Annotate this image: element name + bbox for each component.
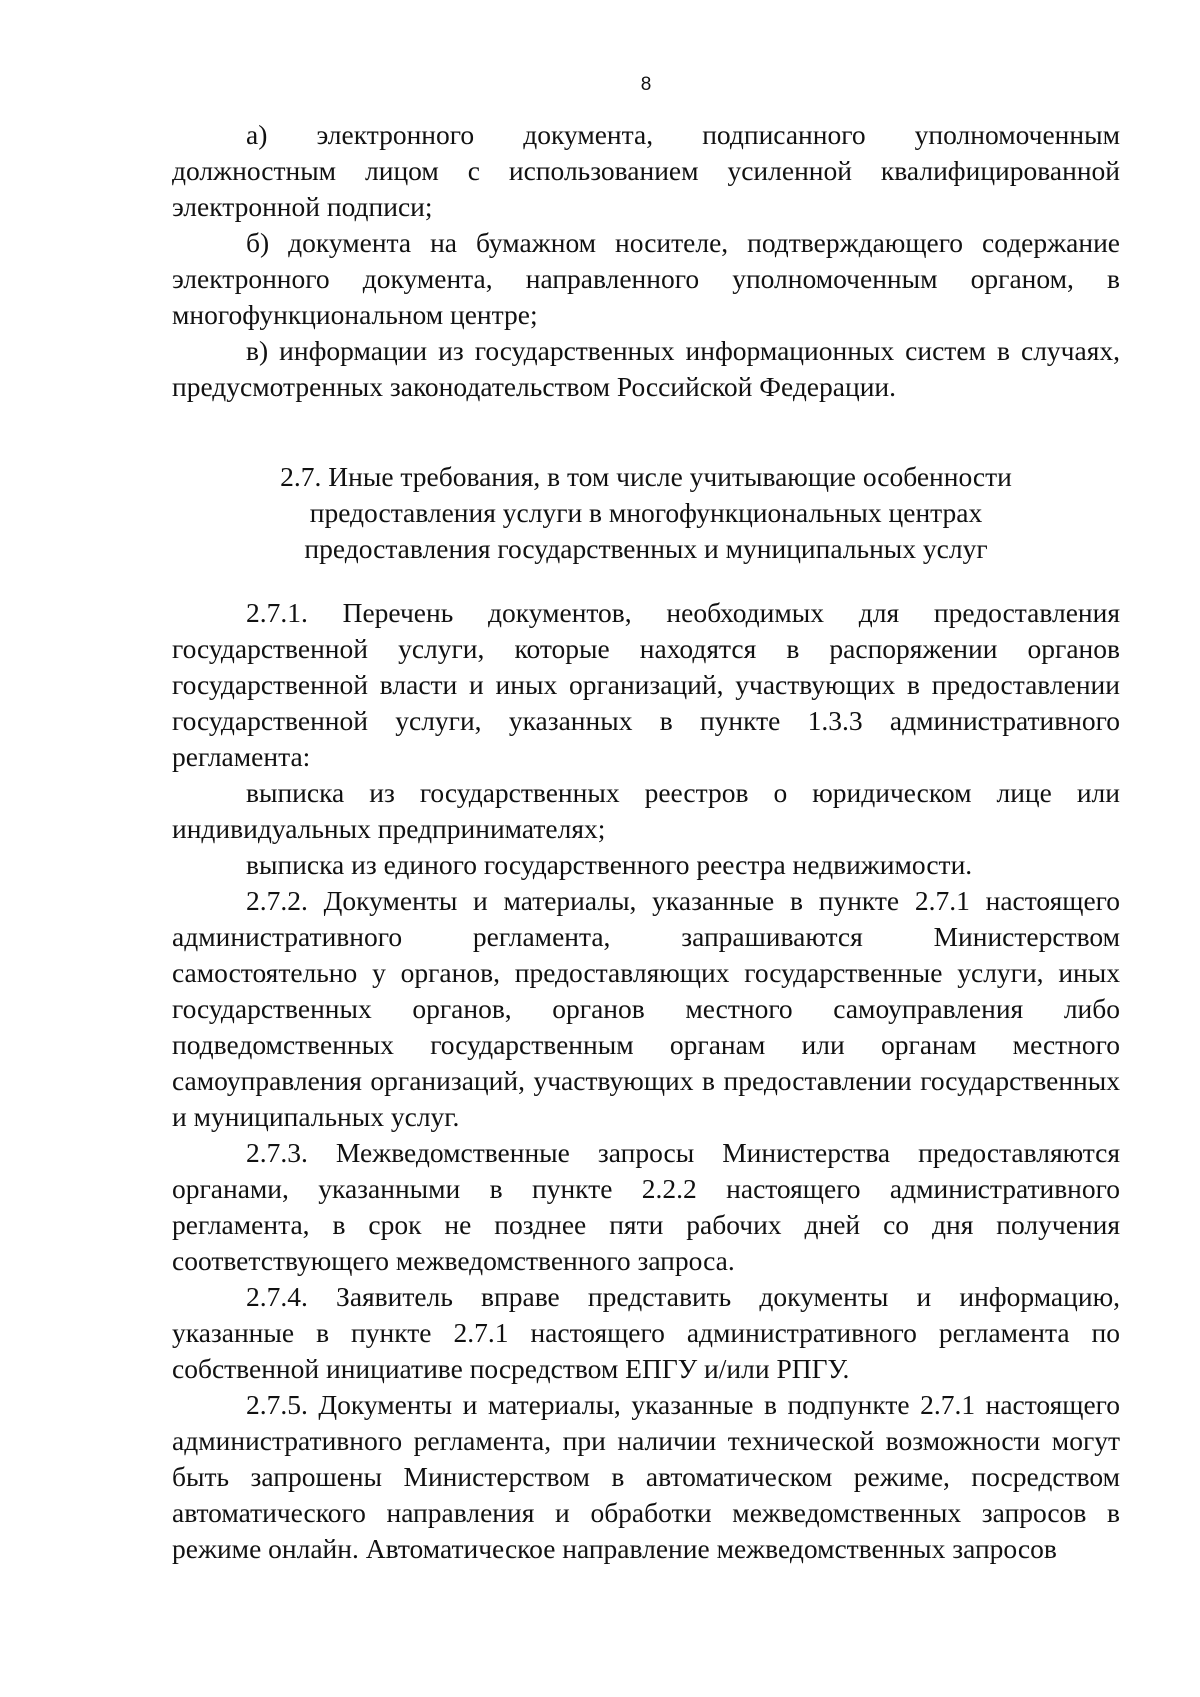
section-heading-line: 2.7. Иные требования, в том числе учитывающие особенности [280,461,1012,492]
section-heading [172,459,1120,567]
body-text-top [172,117,1120,405]
section-heading-line: предоставления услуги в многофункциональных центрах [309,497,983,528]
paragraph-2-7-5: 2.7.5. Документы и материалы, указанные в подпункте 2.7.1 настоящего административного регламента, при наличии технической возможности могут быть запрошены Министерством в автоматическом режиме, посредством автоматического направления и обработки межведомственных запросов в режиме онлайн. Автоматическое направление межведомственных запросов [172,1389,1120,1564]
paragraph-2-7-2: 2.7.2. Документы и материалы, указанные в пункте 2.7.1 настоящего административного регламента, запрашиваются Министерством самостоятельно у органов, предоставляющих государственные услуги, иных государственных органов, органов местного самоуправления либо подведомственных государственным органам или органам местного самоуправления организаций, участвующих в предоставлении государственных и муниципальных услуг. [172,885,1120,1132]
paragraph-2-7-3: 2.7.3. Межведомственные запросы Министерства предоставляются органами, указанными в пункте 2.2.2 настоящего административного регламента, в срок не позднее пяти рабочих дней со дня получения соответствующего межведомственного запроса. [172,1137,1120,1276]
paragraph-extract-legal-entities: выписка из государственных реестров о юридическом лице или индивидуальных предпринимателях; [172,777,1120,844]
paragraph-2-7-1: 2.7.1. Перечень документов, необходимых для предоставления государственной услуги, которые находятся в распоряжении органов государственной власти и иных организаций, участвующих в предоставлении государственной услуги, указанных в пункте 1.3.3 административного регламента: [172,597,1120,772]
paragraph-item-v: в) информации из государственных информационных систем в случаях, предусмотренных законодательством Российской Федерации. [172,335,1120,402]
body-text-bottom [172,595,1120,1567]
paragraph-2-7-4: 2.7.4. Заявитель вправе представить документы и информацию, указанные в пункте 2.7.1 настоящего административного регламента по собственной инициативе посредством ЕПГУ и/или РПГУ. [172,1281,1120,1384]
paragraph-extract-real-estate: выписка из единого государственного реестра недвижимости. [246,849,973,880]
paragraph-item-b: б) документа на бумажном носителе, подтверждающего содержание электронного документа, направленного уполномоченным органом, в многофункциональном центре; [172,227,1120,330]
page-number: 8 [640,74,652,95]
paragraph-item-a: а) электронного документа, подписанного уполномоченным должностным лицом с использованием усиленной квалифицированной электронной подписи; [172,119,1120,222]
section-heading-line: предоставления государственных и муниципальных услуг [304,533,988,564]
